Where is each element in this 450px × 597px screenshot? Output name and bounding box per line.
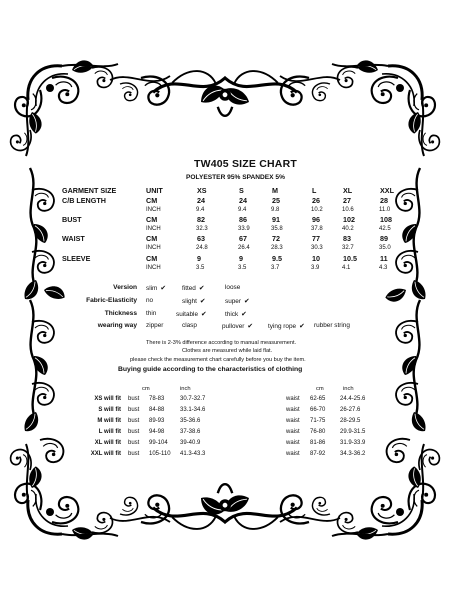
- guide-bust-cm: 89-93: [149, 418, 165, 424]
- row-label: SLEEVE: [62, 254, 91, 263]
- check-icon: ✔: [244, 298, 250, 305]
- cm-value: 86: [239, 215, 247, 224]
- header-size-xs: XS: [197, 186, 207, 195]
- check-icon: ✔: [199, 298, 206, 305]
- guide-bust-cm: 84-88: [149, 407, 165, 413]
- cm-value: 11: [380, 254, 388, 263]
- guide-waist-inch: 34.3-36.2: [340, 451, 366, 457]
- inch-value: 40.2: [342, 226, 354, 232]
- header-size-s: S: [239, 186, 244, 195]
- guide-waist-cm: 62-65: [310, 396, 326, 402]
- guide-bust-inch: 37-38.6: [180, 429, 201, 435]
- guide-waist-label: waist: [286, 407, 300, 413]
- inch-value: 9.8: [271, 207, 280, 213]
- option-label: loose: [225, 284, 241, 291]
- header-size-xxl: XXL: [380, 186, 394, 195]
- inch-value: 35.8: [271, 226, 283, 232]
- guide-bust-cm: 99-104: [149, 440, 168, 446]
- inch-value: 3.9: [311, 265, 320, 271]
- inch-value: 9.4: [238, 207, 247, 213]
- inch-value: 32.7: [342, 245, 354, 251]
- header-size-xl: XL: [343, 186, 353, 195]
- cm-value: 77: [312, 234, 320, 243]
- inch-value: 4.1: [342, 265, 351, 271]
- guide-size-label: XL will fit: [94, 440, 121, 446]
- unit-inch: INCH: [146, 265, 161, 271]
- header-garment-size: GARMENT SIZE: [62, 186, 117, 195]
- inch-value: 10.2: [311, 207, 323, 213]
- option-label: fitted ✔: [182, 285, 205, 292]
- inch-value: 37.8: [311, 226, 323, 232]
- guide-waist-cm: 76-80: [310, 429, 326, 435]
- guide-bust-inch: 33.1-34.6: [180, 407, 206, 413]
- guide-bust-cm: 78-83: [149, 396, 165, 402]
- inch-value: 3.7: [271, 265, 280, 271]
- unit-inch: INCH: [146, 207, 161, 213]
- guide-bust-label: bust: [128, 451, 140, 457]
- check-icon: ✔: [241, 311, 247, 318]
- header-size-l: L: [312, 186, 317, 195]
- option-label: super ✔: [225, 298, 250, 305]
- inch-value: 3.5: [238, 265, 247, 271]
- row-label: C/B LENGTH: [62, 196, 106, 205]
- check-icon: ✔: [247, 323, 254, 330]
- guide-waist-cm: 81-86: [310, 440, 326, 446]
- unit-inch: INCH: [146, 245, 161, 251]
- cm-value: 10.5: [343, 254, 357, 263]
- cm-value: 28: [380, 196, 388, 205]
- cm-value: 67: [239, 234, 247, 243]
- unit-cm: CM: [146, 215, 158, 224]
- inch-value: 10.6: [342, 207, 354, 213]
- cm-value: 24: [239, 196, 247, 205]
- guide-waist-label: waist: [286, 440, 300, 446]
- cm-value: 26: [312, 196, 320, 205]
- guide-size-label: XXL will fit: [90, 451, 121, 457]
- cm-value: 25: [272, 196, 280, 205]
- row-label: BUST: [62, 215, 82, 224]
- attribute-label: Version: [113, 284, 137, 291]
- option-label: slight ✔: [182, 298, 206, 305]
- option-label: thick ✔: [225, 311, 247, 318]
- guide-bust-inch: 39-40.9: [180, 440, 201, 446]
- guide-waist-inch: 28-29.5: [340, 418, 361, 424]
- guide-bust-label: bust: [128, 396, 140, 402]
- guide-size-label: L will fit: [98, 429, 121, 435]
- guide-waist-cm: 71-75: [310, 418, 326, 424]
- note-line-3: please check the measurement chart carefully before you buy the item.: [130, 357, 306, 363]
- cm-value: 9: [197, 254, 201, 263]
- header-size-m: M: [272, 186, 278, 195]
- cm-value: 96: [312, 215, 320, 224]
- guide-title: Buying guide according to the characteristics of clothing: [118, 366, 303, 373]
- inch-value: 26.4: [238, 245, 250, 251]
- guide-waist-cm: 66-70: [310, 407, 326, 413]
- inch-value: 32.3: [196, 226, 208, 232]
- guide-bust-inch: 41.3-43.3: [180, 451, 206, 457]
- option-label: suitable ✔: [176, 311, 207, 318]
- inch-value: 9.4: [196, 207, 205, 213]
- guide-header-left-cm: cm: [142, 386, 150, 392]
- fabric-subtitle: POLYESTER 95% SPANDEX 5%: [186, 174, 285, 181]
- header-unit: UNIT: [146, 186, 163, 195]
- inch-value: 42.5: [379, 226, 391, 232]
- unit-inch: INCH: [146, 226, 161, 232]
- guide-header-left-inch: inch: [180, 386, 191, 392]
- check-icon: ✔: [299, 323, 305, 330]
- guide-waist-inch: 31.9-33.9: [340, 440, 366, 446]
- cm-value: 9: [239, 254, 243, 263]
- guide-bust-cm: 94-98: [149, 429, 165, 435]
- guide-bust-inch: 30.7-32.7: [180, 396, 206, 402]
- inch-value: 11.0: [379, 207, 391, 213]
- unit-cm: CM: [146, 234, 158, 243]
- inch-value: 24.8: [196, 245, 208, 251]
- cm-value: 102: [343, 215, 355, 224]
- inch-value: 33.9: [238, 226, 250, 232]
- guide-header-right-cm: cm: [316, 386, 324, 392]
- guide-bust-label: bust: [128, 440, 140, 446]
- note-line-2: Clothes are measured while laid flat.: [182, 348, 273, 354]
- guide-waist-inch: 24.4-25.6: [340, 396, 366, 402]
- inch-value: 35.0: [379, 245, 391, 251]
- guide-size-label: XS will fit: [94, 396, 121, 402]
- option-label: rubber string: [314, 322, 350, 329]
- guide-waist-label: waist: [286, 451, 300, 457]
- guide-waist-inch: 29.9-31.5: [340, 429, 366, 435]
- cm-value: 72: [272, 234, 280, 243]
- cm-value: 27: [343, 196, 351, 205]
- option-label: thin: [146, 310, 157, 317]
- guide-waist-cm: 87-92: [310, 451, 326, 457]
- check-icon: ✔: [201, 311, 207, 318]
- cm-value: 89: [380, 234, 388, 243]
- guide-bust-inch: 35-36.6: [180, 418, 201, 424]
- guide-waist-label: waist: [286, 429, 300, 435]
- cm-value: 82: [197, 215, 205, 224]
- check-icon: ✔: [160, 285, 167, 292]
- option-label: slim ✔: [146, 285, 167, 292]
- guide-waist-label: waist: [286, 396, 300, 402]
- cm-value: 9.5: [272, 254, 282, 263]
- guide-header-right-inch: inch: [343, 386, 354, 392]
- guide-size-label: M will fit: [97, 418, 121, 424]
- option-label: zipper: [146, 322, 164, 329]
- cm-value: 24: [197, 196, 205, 205]
- attribute-label: Fabric-Elasticity: [86, 297, 137, 304]
- guide-waist-label: waist: [286, 418, 300, 424]
- option-label: clasp: [182, 322, 197, 329]
- option-label: tying rope ✔: [268, 323, 305, 330]
- option-label: pullover ✔: [222, 323, 254, 330]
- chart-title: TW405 SIZE CHART: [194, 158, 297, 170]
- cm-value: 63: [197, 234, 205, 243]
- cm-value: 10: [312, 254, 320, 263]
- inch-value: 28.3: [271, 245, 283, 251]
- attribute-label: wearing way: [97, 322, 137, 329]
- inch-value: 30.3: [311, 245, 323, 251]
- guide-bust-label: bust: [128, 429, 140, 435]
- cm-value: 108: [380, 215, 392, 224]
- guide-size-label: S will fit: [98, 407, 121, 413]
- cm-value: 91: [272, 215, 280, 224]
- inch-value: 3.5: [196, 265, 205, 271]
- option-label: no: [146, 297, 154, 304]
- guide-bust-label: bust: [128, 418, 140, 424]
- cm-value: 83: [343, 234, 351, 243]
- guide-bust-cm: 105-110: [149, 451, 171, 457]
- guide-bust-label: bust: [128, 407, 140, 413]
- attribute-label: Thickness: [104, 310, 137, 317]
- inch-value: 4.3: [379, 265, 388, 271]
- unit-cm: CM: [146, 254, 158, 263]
- guide-waist-inch: 26-27.6: [340, 407, 361, 413]
- unit-cm: CM: [146, 196, 158, 205]
- row-label: WAIST: [62, 234, 85, 243]
- check-icon: ✔: [198, 285, 205, 292]
- note-line-1: There is 2-3% difference according to manual measurement.: [146, 340, 297, 346]
